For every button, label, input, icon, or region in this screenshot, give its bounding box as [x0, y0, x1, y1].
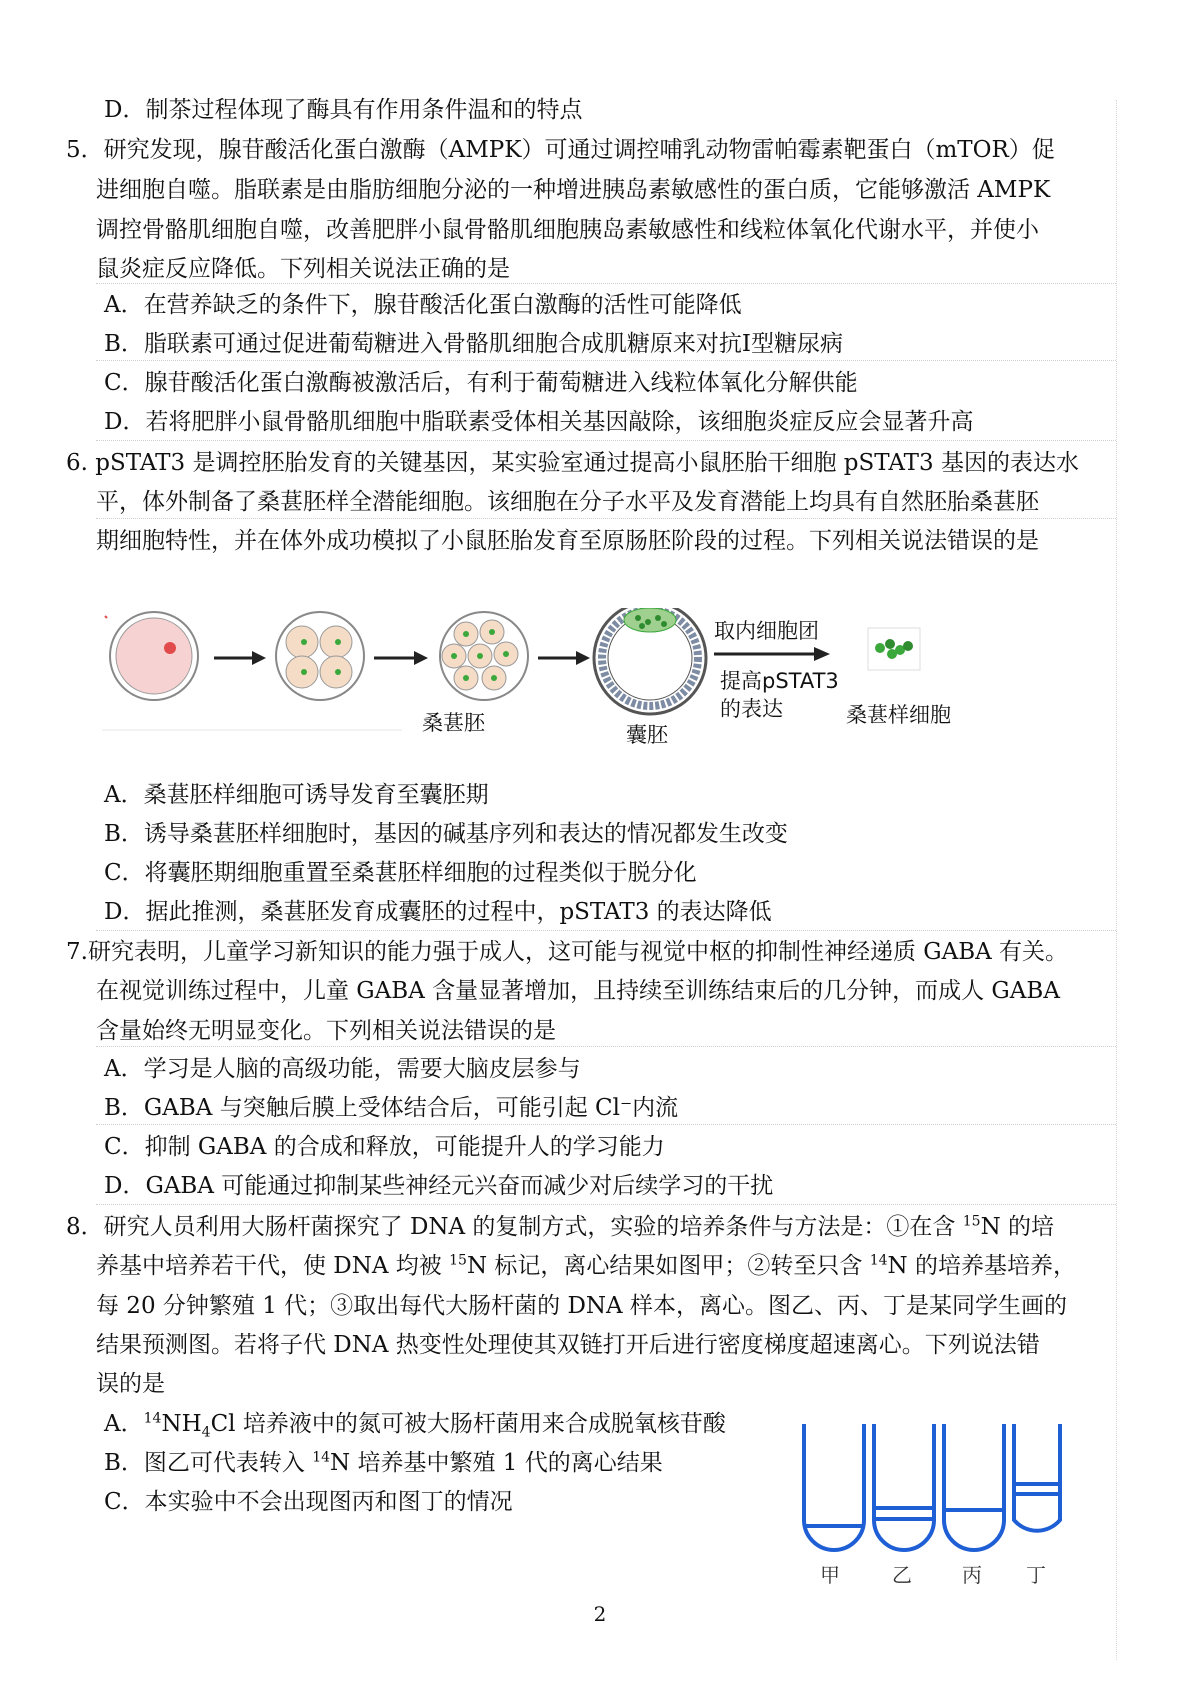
q7-stem-line-3: 含量始终无明显变化。下列相关说法错误的是	[96, 1018, 556, 1044]
q7-option-c: C．抑制 GABA 的合成和释放，可能提升人的学习能力	[104, 1134, 665, 1160]
q8-option-b	[104, 1448, 663, 1478]
q6-option-c: C．将囊胚期细胞重置至桑葚胚样细胞的过程类似于脱分化	[104, 860, 697, 886]
q5-option-a: A．在营养缺乏的条件下，腺苷酸活化蛋白激酶的活性可能降低	[104, 292, 742, 318]
q7-option-b: B．GABA 与突触后膜上受体结合后，可能引起 Cl⁻内流	[104, 1095, 679, 1121]
centrifuge-tubes-figure	[768, 1420, 1068, 1590]
label-morula-like-cells: 桑葚样细胞	[846, 703, 951, 727]
q6-option-b: B．诱导桑葚胚样细胞时，基因的碱基序列和表达的情况都发生改变	[104, 821, 788, 847]
q8-line2-mid: N 标记，离心结果如图甲；②转至只含	[466, 1253, 870, 1279]
option-a-text: Cl 培养液中的氮可被大肠杆菌用来合成脱氧核苷酸	[210, 1411, 726, 1437]
q5-stem-line-2: 进细胞自噬。脂联素是由脂肪细胞分泌的一种增进胰岛素敏感性的蛋白质，它能够激活 AMPK	[96, 177, 1051, 203]
blastocyst-icon	[594, 608, 706, 714]
arrow-icon	[538, 651, 590, 665]
q8-line1-text: 8．研究人员利用大肠杆菌探究了 DNA 的复制方式，实验的培养条件与方法是：①在含	[66, 1214, 963, 1240]
q4-option-d: D．制茶过程体现了酶具有作用条件温和的特点	[104, 97, 583, 123]
tube-label-jia: 甲	[820, 1563, 840, 1587]
q7-option-a: A．学习是人脑的高级功能，需要大脑皮层参与	[104, 1056, 581, 1082]
q8-line2-tail: N 的培养基培养，	[887, 1253, 1076, 1279]
q8-line2-text: 养基中培养若干代，使 DNA 均被	[96, 1253, 450, 1279]
q5-stem-line-4: 鼠炎症反应降低。下列相关说法正确的是	[96, 256, 510, 282]
tube-yi	[874, 1424, 934, 1550]
margin-guide	[1116, 100, 1117, 1660]
q6-stem-line-3: 期细胞特性，并在体外成功模拟了小鼠胚胎发育至原肠胚阶段的过程。下列相关说法错误的是	[96, 528, 1039, 554]
q8-option-a	[104, 1409, 726, 1439]
four-cell-embryo-icon	[276, 612, 364, 700]
superscript-14: 14	[312, 1449, 331, 1466]
label-increase-pstat3: 提高pSTAT3	[720, 669, 839, 693]
q8-stem-line-5: 误的是	[96, 1371, 165, 1397]
tube-label-bing: 丙	[962, 1563, 982, 1587]
tube-bing	[944, 1424, 1004, 1550]
rule-line	[96, 930, 1116, 931]
q5-stem-line-3: 调控骨骼肌细胞自噬，改善肥胖小鼠骨骼肌细胞胰岛素敏感性和线粒体氧化代谢水平，并使小	[96, 217, 1039, 243]
q6-option-d: D．据此推测，桑葚胚发育成囊胚的过程中，pSTAT3 的表达降低	[104, 899, 772, 925]
q5-option-d: D．若将肥胖小鼠骨骼肌细胞中脂联素受体相关基因敲除，该细胞炎症反应会显著升高	[104, 409, 974, 435]
rule-line	[96, 440, 1116, 441]
q6-option-a: A．桑葚胚样细胞可诱导发育至囊胚期	[104, 782, 489, 808]
q7-stem-line-2: 在视觉训练过程中，儿童 GABA 含量显著增加，且持续至训练结束后的几分钟，而成人 GABA	[96, 978, 1060, 1004]
rule-line	[96, 1124, 1116, 1125]
q7-option-d: D．GABA 可能通过抑制某些神经元兴奋而减少对后续学习的干扰	[104, 1173, 774, 1199]
morula-icon	[440, 612, 528, 700]
rule-line	[96, 1046, 1116, 1047]
page-number: 2	[593, 1602, 607, 1626]
superscript-14: 14	[869, 1252, 888, 1269]
label-expression: 的表达	[720, 697, 783, 721]
zygote-icon	[110, 612, 198, 700]
q8-stem-line-4: 结果预测图。若将子代 DNA 热变性处理使其双链打开后进行密度梯度超速离心。下列说法错	[96, 1332, 1040, 1358]
embryo-development-figure	[102, 608, 1042, 758]
rule-line	[96, 518, 1116, 519]
rule-line	[96, 360, 1116, 361]
option-b-tail: N 培养基中繁殖 1 代的离心结果	[330, 1450, 663, 1476]
option-letter: A．	[104, 1411, 144, 1437]
q8-stem-line-2	[96, 1251, 1076, 1281]
tube-label-yi: 乙	[892, 1563, 912, 1587]
rule-line	[96, 1204, 1116, 1205]
q5-option-b: B．脂联素可通过促进葡萄糖进入骨骼肌细胞合成肌糖原来对抗Ⅰ型糖尿病	[104, 331, 843, 357]
superscript-15: 15	[449, 1252, 467, 1269]
superscript-14: 14	[143, 1410, 162, 1427]
q8-stem-line-3: 每 20 分钟繁殖 1 代；③取出每代大肠杆菌的 DNA 样本，离心。图乙、丙、丁是某同学生画的	[96, 1293, 1067, 1319]
q5-stem-line-1: 5．研究发现，腺苷酸活化蛋白激酶（AMPK）可通过调控哺乳动物雷帕霉素靶蛋白（mTOR）促	[66, 137, 1055, 163]
q6-stem-line-1: 6. pSTAT3 是调控胚胎发育的关键基因，某实验室通过提高小鼠胚胎干细胞 pSTAT3 基因的表达水	[66, 450, 1079, 476]
tube-jia	[804, 1424, 864, 1550]
tube-ding	[1014, 1424, 1060, 1531]
nh-text: NH	[161, 1411, 202, 1437]
q5-option-c: C．腺苷酸活化蛋白激酶被激活后，有利于葡萄糖进入线粒体氧化分解供能	[104, 370, 858, 396]
marker-icon	[105, 616, 107, 618]
label-blastocyst: 囊胚	[626, 723, 668, 747]
label-morula: 桑葚胚	[422, 711, 485, 735]
arrow-icon	[214, 651, 266, 665]
long-arrow-icon	[714, 647, 830, 661]
q6-stem-line-2: 平，体外制备了桑葚胚样全潜能细胞。该细胞在分子水平及发育潜能上均具有自然胚胎桑葚胚	[96, 489, 1039, 515]
q8-stem-line-1	[66, 1212, 1054, 1242]
subscript-4: 4	[201, 1424, 211, 1441]
q7-stem-line-1: 7.研究表明，儿童学习新知识的能力强于成人，这可能与视觉中枢的抑制性神经递质 GABA 有关。	[66, 939, 1069, 965]
q8-option-c: C．本实验中不会出现图丙和图丁的情况	[104, 1489, 513, 1515]
q8-line1-tail: N 的培	[980, 1214, 1055, 1240]
tube-label-ding: 丁	[1026, 1563, 1046, 1587]
label-take-inner-cell-mass: 取内细胞团	[714, 619, 819, 643]
option-b-text: B．图乙可代表转入	[104, 1450, 313, 1476]
rule-line	[96, 283, 1116, 284]
morula-like-cells-icon	[868, 628, 920, 670]
superscript-15: 15	[962, 1213, 981, 1230]
arrow-icon	[374, 651, 428, 665]
